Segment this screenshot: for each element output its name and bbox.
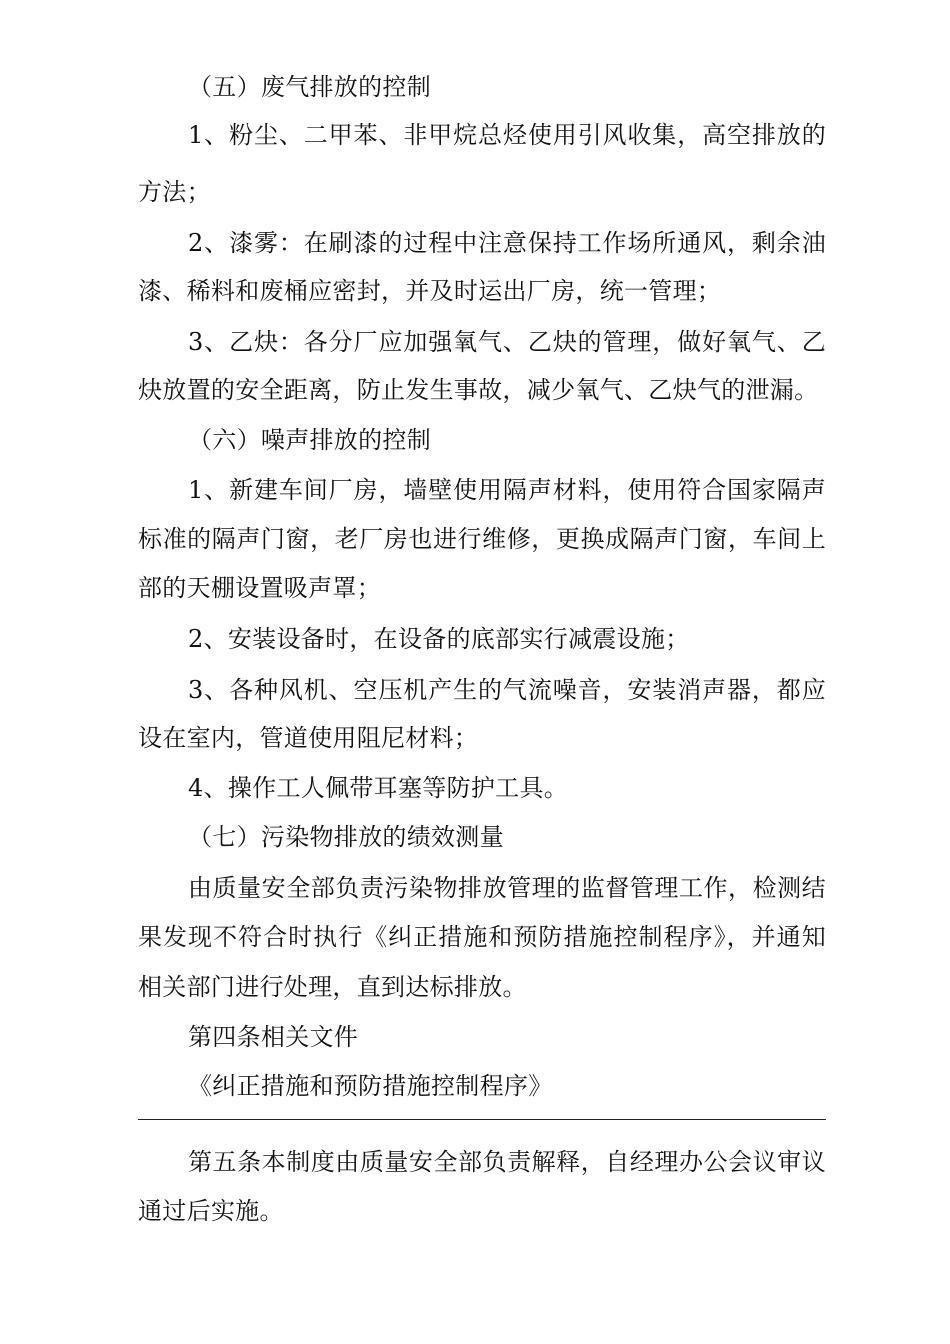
noise-item-1-line-1: 1、新建车间厂房，墙壁使用隔声材料，使用符合国家隔声	[188, 476, 826, 504]
horizontal-divider	[138, 1119, 826, 1120]
noise-item-3-line-1: 3、各种风机、空压机产生的气流噪音，安装消声器，都应	[188, 676, 826, 704]
section-heading-noise: （六）噪声排放的控制	[188, 426, 431, 454]
exhaust-item-1-line-2: 方法；	[138, 178, 211, 206]
section-heading-exhaust: （五）废气排放的控制	[188, 73, 431, 101]
article-4-heading: 第四条相关文件	[188, 1023, 359, 1051]
noise-item-3-line-2: 设在室内，管道使用阻尼材料；	[138, 724, 479, 752]
noise-item-1-line-3: 部的天棚设置吸声罩；	[138, 574, 381, 602]
exhaust-item-1-line-1: 1、粉尘、二甲苯、非甲烷总烃使用引风收集，高空排放的	[188, 121, 826, 149]
measurement-paragraph-line-2: 果发现不符合时执行《纠正措施和预防措施控制程序》，并通知	[138, 923, 826, 951]
exhaust-item-2-line-2: 漆、稀料和废桶应密封，并及时运出厂房，统一管理；	[138, 277, 722, 305]
noise-item-1-line-2: 标准的隔声门窗，老厂房也进行维修，更换成隔声门窗，车间上	[138, 525, 826, 553]
article-5-line-2: 通过后实施。	[138, 1197, 284, 1225]
article-4-document-title: 《纠正措施和预防措施控制程序》	[188, 1072, 553, 1100]
exhaust-item-3-line-2: 炔放置的安全距离，防止发生事故，减少氧气、乙炔气的泄漏。	[138, 376, 819, 404]
measurement-paragraph-line-1: 由质量安全部负责污染物排放管理的监督管理工作，检测结	[188, 874, 826, 902]
noise-item-4: 4、操作工人佩带耳塞等防护工具。	[188, 774, 569, 802]
noise-item-2: 2、安装设备时，在设备的底部实行减震设施；	[188, 625, 690, 653]
exhaust-item-2-line-1: 2、漆雾：在刷漆的过程中注意保持工作场所通风，剩余油	[188, 229, 826, 257]
exhaust-item-3-line-1: 3、乙炔：各分厂应加强氧气、乙炔的管理，做好氧气、乙	[188, 328, 826, 356]
article-5-line-1: 第五条本制度由质量安全部负责解释，自经理办公会议审议	[188, 1148, 826, 1176]
measurement-paragraph-line-3: 相关部门进行处理，直到达标排放。	[138, 973, 527, 1001]
section-heading-measurement: （七）污染物排放的绩效测量	[188, 823, 504, 851]
